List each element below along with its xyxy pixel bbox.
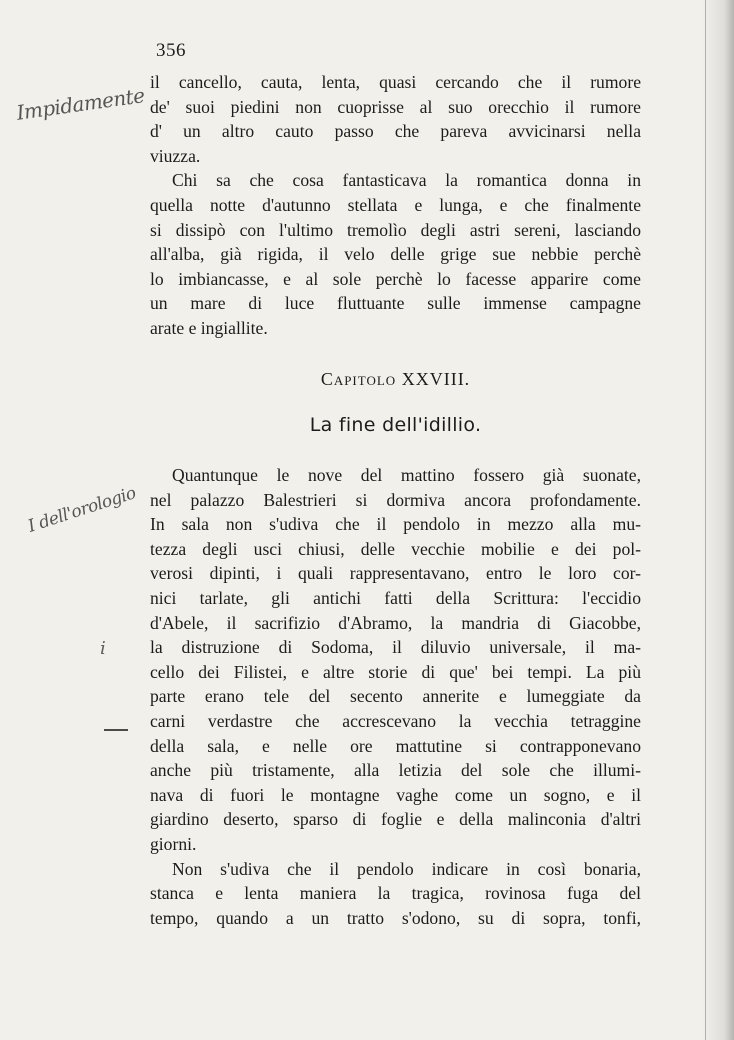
handwritten-margin-note: Impidamente	[14, 83, 146, 125]
text-line: cello dei Filistei, e altre storie di que' bei tempi. La più	[150, 661, 641, 682]
text-line: d'Abele, il sacrifizio d'Abramo, la mandria di Giacobbe,	[150, 612, 641, 633]
text-line: parte erano tele del secento annerite e lumeggiate da	[150, 686, 641, 707]
chapter-label: Capitolo	[320, 369, 397, 389]
text-line: d' un altro cauto passo che pareva avvicinarsi nella	[150, 121, 641, 142]
text-line: tempo, quando a un tratto s'odono, su di sopra, tonfi,	[150, 907, 641, 928]
margin-dash-mark	[104, 729, 128, 731]
text-block-top	[150, 70, 641, 341]
text-line: della sala, e nelle ore mattutine si contrapponevano	[150, 735, 641, 756]
text-line: carni verdastre che accrescevano la vecchia tetraggine	[150, 710, 641, 731]
text-line: nici tarlate, gli antichi fatti della Scrittura: l'eccidio	[150, 587, 641, 608]
chapter-number: XXVIII.	[401, 369, 471, 389]
text-line: In sala non s'udiva che il pendolo in mezzo alla mu-	[150, 514, 641, 535]
text-line: il cancello, cauta, lenta, quasi cercando che il rumore	[150, 72, 641, 92]
text-line: la distruzione di Sodoma, il diluvio universale, il ma-	[150, 637, 641, 658]
text-line: Non s'udiva che il pendolo indicare in così bonaria,	[172, 858, 641, 879]
page-number: 356	[156, 40, 186, 61]
text-line: nava di fuori le montagne vaghe come un sogno, e il	[150, 784, 641, 805]
text-line: stanca e lenta maniera la tragica, rovinosa fuga del	[150, 883, 641, 904]
text-line: viuzza.	[150, 145, 201, 166]
page-edge-line	[705, 0, 706, 1040]
text-line: Chi sa che cosa fantasticava la romantica donna in	[172, 170, 641, 191]
page-edge-shadow	[702, 0, 734, 1040]
text-line: si dissipò con l'ultimo tremolìo degli astri sereni, lasciando	[150, 219, 641, 240]
text-line: giorni.	[150, 833, 197, 854]
chapter-title: La fine dell'idillio.	[309, 414, 482, 436]
text-line: arate e ingiallite.	[150, 317, 268, 338]
text-line: de' suoi piedini non cuoprisse al suo orecchio il rumore	[150, 96, 641, 117]
handwritten-margin-note: I dell'orologio	[25, 483, 139, 537]
chapter-heading	[150, 369, 641, 390]
text-line: un mare di luce fluttuante sulle immense campagne	[150, 293, 641, 314]
text-line: verosi dipinti, i quali rappresentavano, entro le loro cor-	[150, 563, 641, 584]
text-line: all'alba, già rigida, il velo delle grige sue nebbie perchè	[150, 244, 641, 265]
text-block-chapter	[150, 463, 641, 930]
handwritten-mark: i	[100, 638, 106, 659]
text-line: tezza degli usci chiusi, delle vecchie mobilie e dei pol-	[150, 538, 641, 559]
text-line: giardino deserto, sparso di foglie e della malinconia d'altri	[150, 809, 641, 830]
text-line: lo imbiancasse, e al sole perchè lo facesse apparire come	[150, 268, 641, 289]
text-line: quella notte d'autunno stellata e lunga, e che finalmente	[150, 194, 641, 215]
text-line: nel palazzo Balestrieri si dormiva ancora profondamente.	[150, 489, 641, 510]
text-line: Quantunque le nove del mattino fossero già suonate,	[172, 465, 641, 485]
text-line: anche più tristamente, alla letizia del sole che illumi-	[150, 760, 641, 781]
